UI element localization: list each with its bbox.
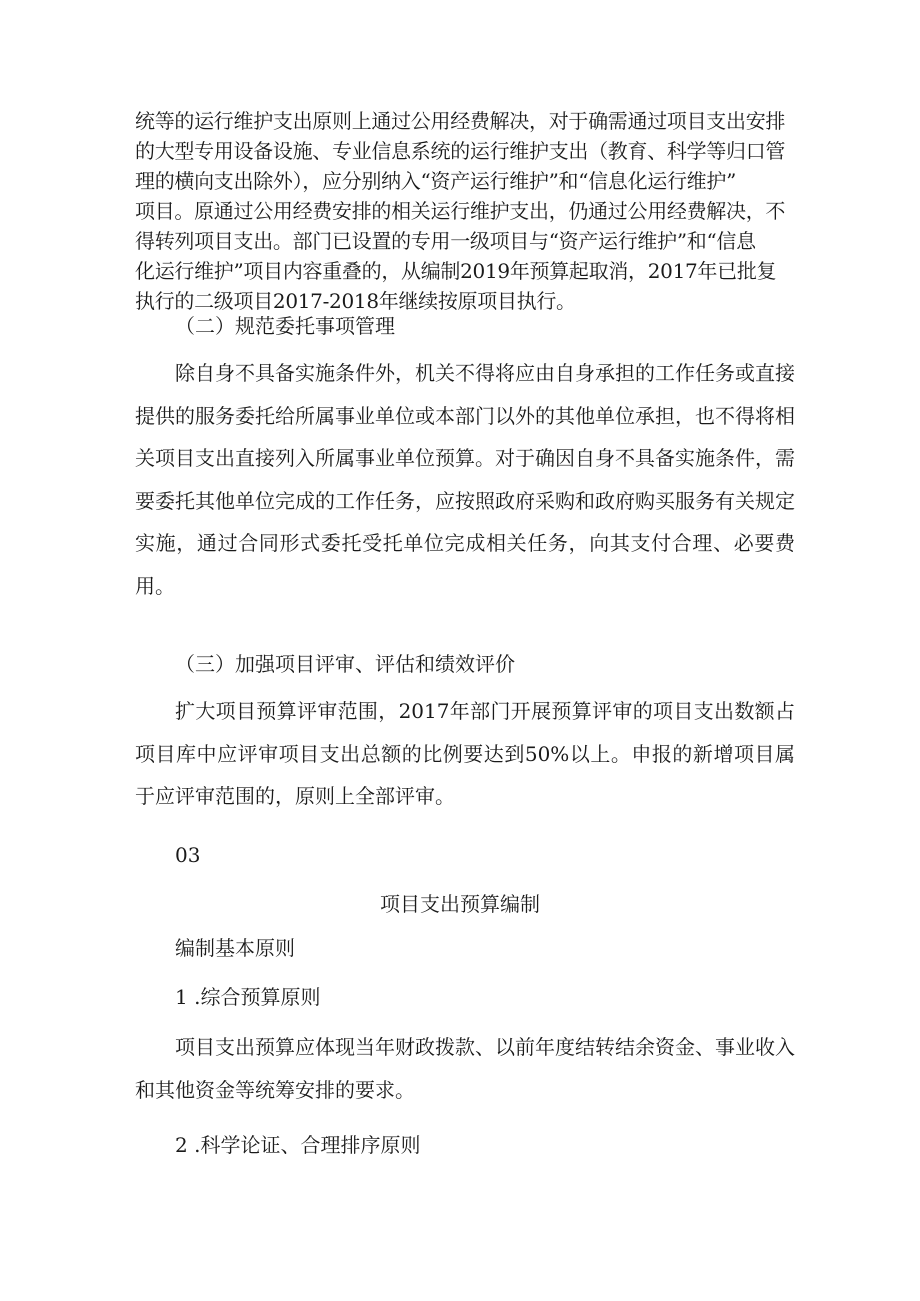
- text-line: 化运行维护”项目内容重叠的，从编制2019年预算起取消，2017年已批复: [135, 259, 777, 283]
- part-number: 03: [175, 843, 201, 867]
- continuation-paragraph: [135, 106, 795, 316]
- principle-1-heading: 1 .综合预算原则: [175, 985, 321, 1009]
- text-line: 项目。原通过公用经费安排的相关运行维护支出，仍通过公用经费解决，不: [135, 199, 786, 223]
- section-heading-entrusted-matters: （二）规范委托事项管理: [175, 314, 395, 338]
- principle-2-heading: 2 .科学论证、合理排序原则: [175, 1133, 421, 1157]
- text-line: 的大型专用设备设施、专业信息系统的运行维护支出（教育、科学等归口管: [135, 139, 786, 163]
- text-line: 理的横向支出除外），应分别纳入“资产运行维护”和“信息化运行维护”: [135, 169, 736, 193]
- text-line: 执行的二级项目2017-2018年继续按原项目执行。: [135, 289, 576, 313]
- section-body-project-review: 扩大项目预算评审范围，2017年部门开展预算评审的项目支出数额占项目库中应评审项目支出总额的比例要达到50%以上。申报的新增项目属于应评审范围的，原则上全部评审。: [135, 699, 795, 808]
- text-line: 统等的运行维护支出原则上通过公用经费解决，对于确需通过项目支出安排: [135, 109, 786, 133]
- principle-1-body: 项目支出预算应体现当年财政拨款、以前年度结转结余资金、事业收入和其他资金等统筹安排的要求。: [135, 1035, 795, 1102]
- part-title: 项目支出预算编制: [380, 892, 540, 916]
- principles-heading: 编制基本原则: [175, 936, 295, 960]
- section-heading-project-review: （三）加强项目评审、评估和绩效评价: [175, 652, 515, 676]
- text-line: 得转列项目支出。部门已设置的专用一级项目与“资产运行维护”和“信息: [135, 229, 756, 253]
- section-body-entrusted-matters: 除自身不具备实施条件外，机关不得将应由自身承担的工作任务或直接提供的服务委托给所属事业单位或本部门以外的其他单位承担，也不得将相关项目支出直接列入所属事业单位预算。对于确因自身不具备实施条件，需要委托其他单位完成的工作任务，应按照政府采购和政府购买服务有关规定实施，通过合同形式委托受托单位完成相关任务，向其支付合理、必要费用。: [135, 361, 795, 598]
